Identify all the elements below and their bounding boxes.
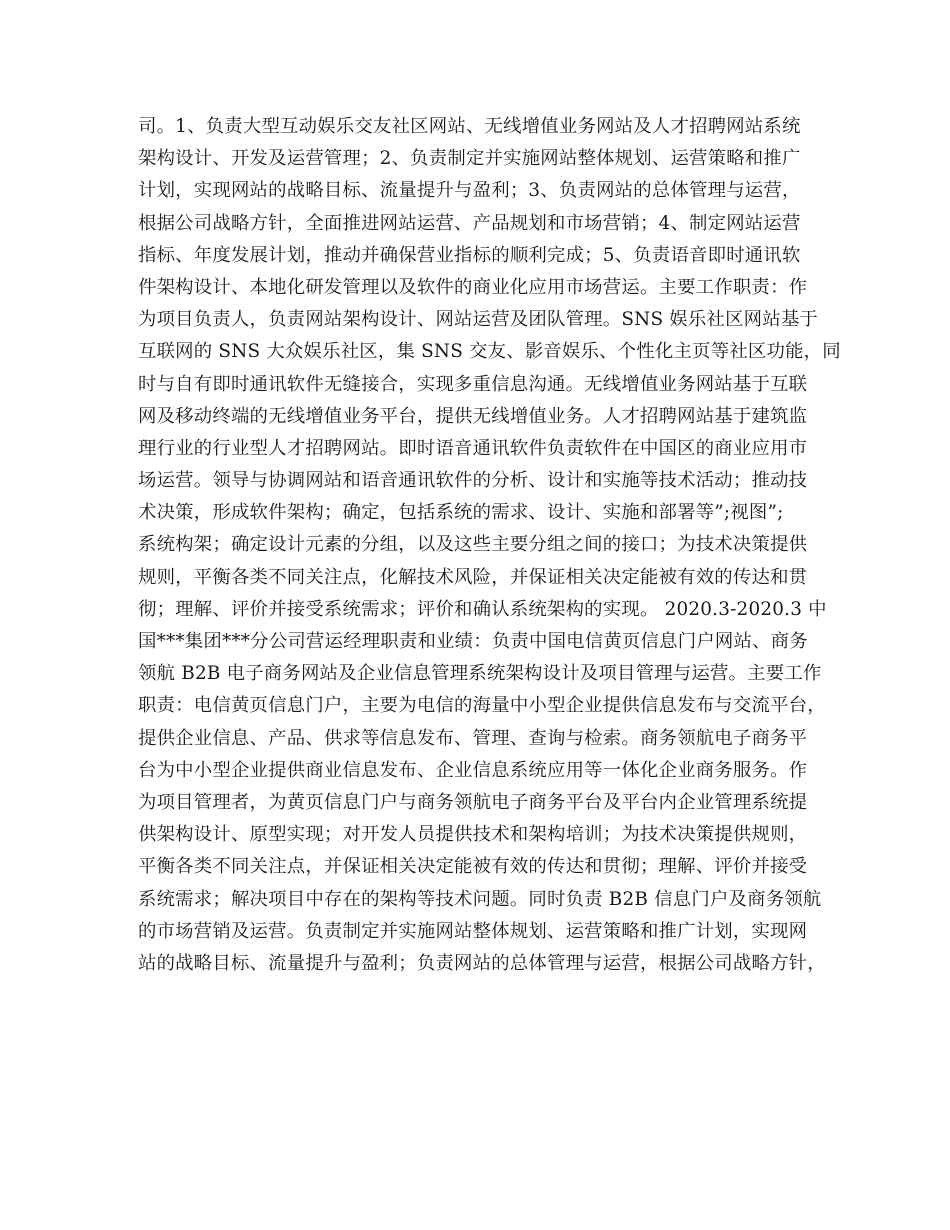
text-line: 国***集团***分公司营运经理职责和业绩：负责中国电信黄页信息门户网站、商务 (138, 631, 808, 652)
text-line: 计划，实现网站的战略目标、流量提升与盈利；3、负责网站的总体管理与运营， (138, 180, 801, 202)
text-line: 系统需求；解决项目中存在的架构等技术问题。同时负责 B2B 信息门户及商务领航 (138, 888, 822, 910)
text-line: 职责：电信黄页信息门户，主要为电信的海量中小型企业提供信息发布与交流平台， (138, 695, 826, 717)
text-line: 理行业的行业型人才招聘网站。即时语音通讯软件负责软件在中国区的商业应用市 (138, 437, 808, 459)
text-line: 架构设计、开发及运营管理；2、负责制定并实施网站整体规划、运营策略和推广 (138, 148, 801, 170)
text-line: 互联网的 SNS 大众娱乐社区，集 SNS 交友、影音娱乐、个性化主页等社区功能，同 (138, 341, 841, 363)
text-line: 术决策，形成软件架构；确定，包括系统的需求、设计、实施和部署等”;视图”; (138, 502, 784, 524)
text-line: 指标、年度发展计划，推动并确保营业指标的顺利完成；5、负责语音即时通讯软 (138, 244, 801, 266)
text-line: 台为中小型企业提供商业信息发布、企业信息系统应用等一体化企业商务服务。作 (138, 759, 808, 781)
text-line: 司。1、负责大型互动娱乐交友社区网站、无线增值业务网站及人才招聘网站系统 (138, 116, 801, 137)
text-line: 根据公司战略方针，全面推进网站运营、产品规划和市场营销；4、制定网站运营 (138, 212, 801, 234)
text-line: 为项目管理者，为黄页信息门户与商务领航电子商务平台及平台内企业管理系统提 (138, 791, 808, 813)
text-line: 为项目负责人，负责网站架构设计、网站运营及团队管理。SNS 娱乐社区网站基于 (138, 309, 819, 331)
text-line: 供架构设计、原型实现；对开发人员提供技术和架构培训；为技术决策提供规则， (138, 824, 808, 846)
text-line: 时与自有即时通讯软件无缝接合，实现多重信息沟通。无线增值业务网站基于互联 (138, 373, 808, 395)
text-line: 系统构架；确定设计元素的分组，以及这些主要分组之间的接口；为技术决策提供 (138, 534, 808, 556)
text-line: 的市场营销及运营。负责制定并实施网站整体规划、运营策略和推广计划，实现网 (138, 920, 808, 942)
body-text (138, 111, 841, 980)
text-line: 平衡各类不同关注点，并保证相关决定能被有效的传达和贯彻；理解、评价并接受 (138, 856, 808, 878)
text-line: 彻；理解、评价并接受系统需求；评价和确认系统架构的实现。 2020.3-2020.3 中 (138, 598, 827, 620)
text-line: 提供企业信息、产品、供求等信息发布、管理、查询与检索。商务领航电子商务平 (138, 727, 808, 749)
text-line: 站的战略目标、流量提升与盈利；负责网站的总体管理与运营，根据公司战略方针， (138, 952, 826, 974)
text-line: 件架构设计、本地化研发管理以及软件的商业化应用市场营运。主要工作职责：作 (138, 276, 808, 298)
text-line: 规则，平衡各类不同关注点，化解技术风险，并保证相关决定能被有效的传达和贯 (138, 566, 808, 588)
text-line: 场运营。领导与协调网站和语音通讯软件的分析、设计和实施等技术活动；推动技 (138, 470, 808, 492)
text-line: 网及移动终端的无线增值业务平台，提供无线增值业务。人才招聘网站基于建筑监 (138, 405, 808, 427)
text-line: 领航 B2B 电子商务网站及企业信息管理系统架构设计及项目管理与运营。主要工作 (138, 663, 822, 685)
